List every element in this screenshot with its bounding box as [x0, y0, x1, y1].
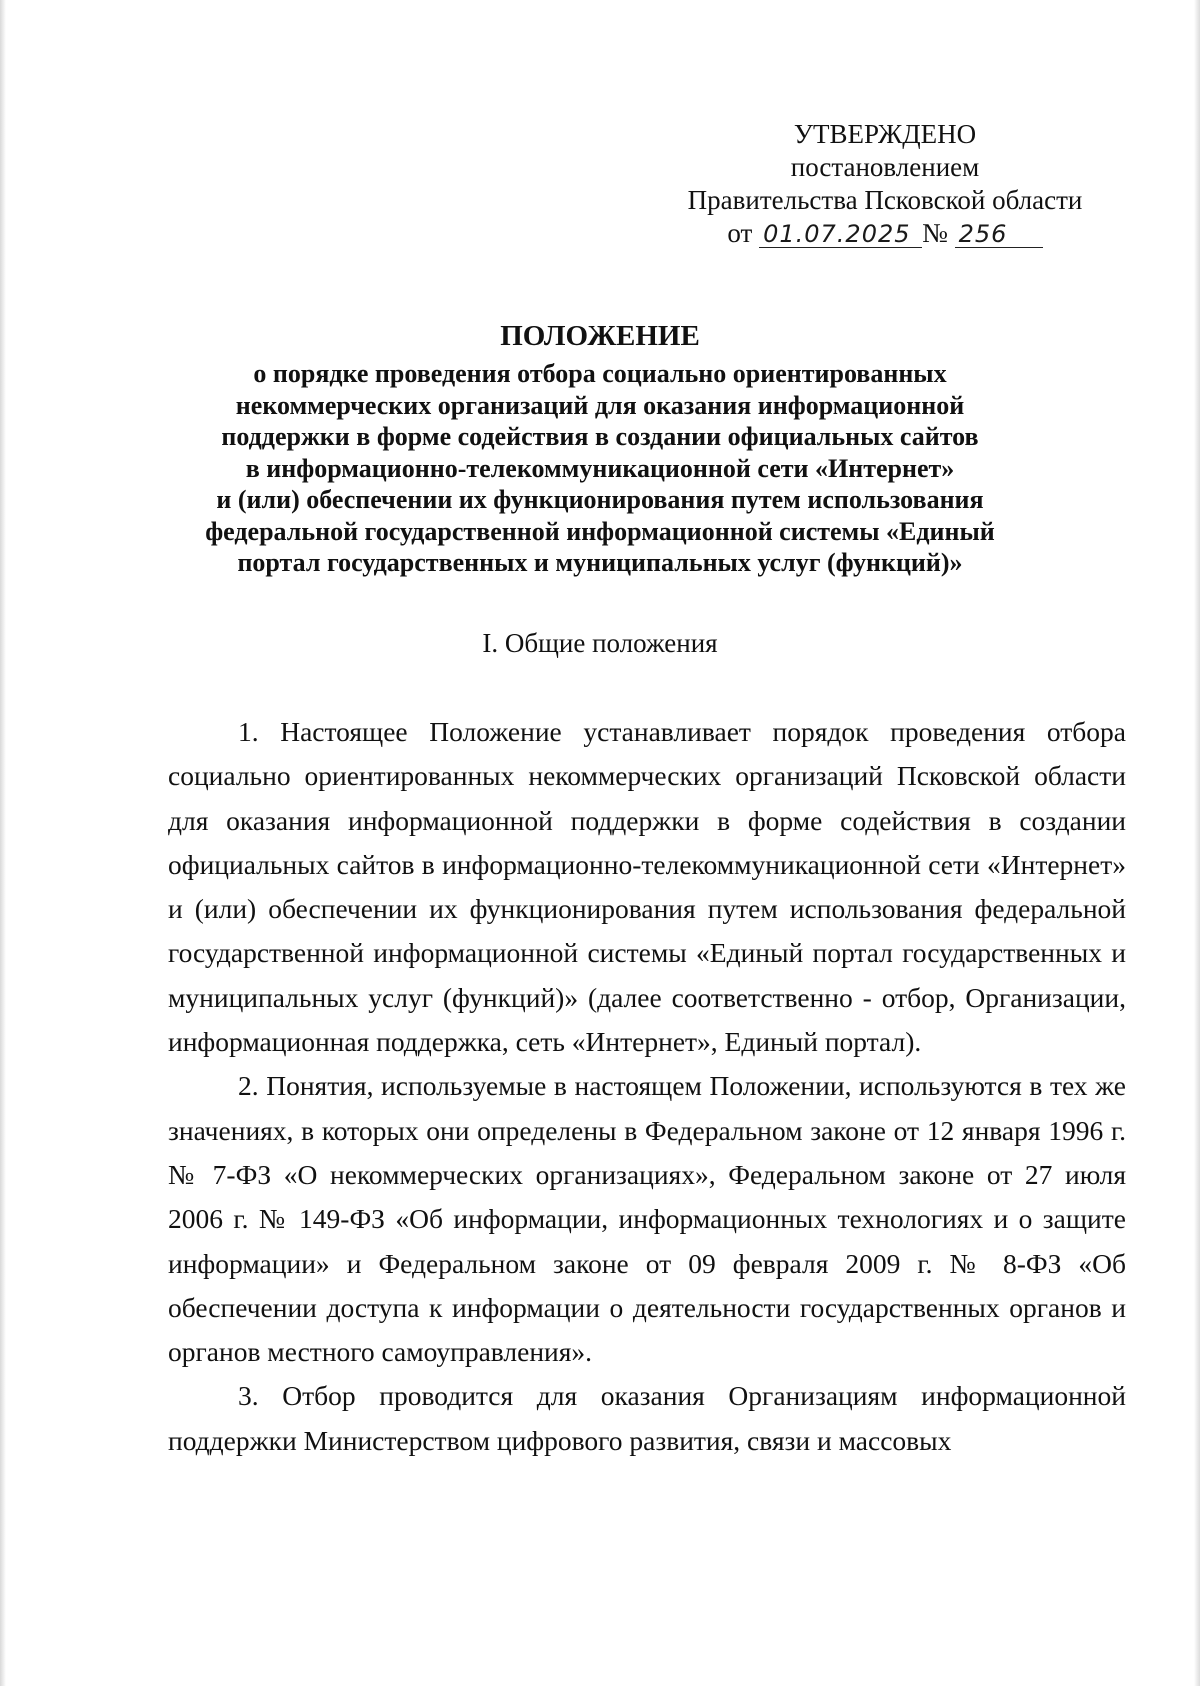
handwritten-date: 01.07.2025 — [759, 221, 922, 248]
government-label: Правительства Псковской области — [687, 185, 1083, 215]
paragraph-2: 2. Понятия, используемые в настоящем Положении, используются в тех же значениях, в которых они определены в Федеральном законе от 12 января 1996 г. № 7-ФЗ «О некоммерческих организациях», Федеральном законе от 27 июля 2006 г. № 149-ФЗ «Об информации, информационных технологиях и о защите информации» и Федеральном законе от 09 февраля 2009 г. № 8-ФЗ «Об обеспечении доступа к информации о деятельности государственных органов и органов местного самоуправления». — [168, 1070, 1126, 1368]
section-heading: I. Общие положения — [482, 628, 718, 658]
document-title: ПОЛОЖЕНИЕ — [500, 320, 700, 352]
date-prefix: от — [727, 218, 753, 248]
date-number-line — [660, 217, 1110, 250]
approval-block — [660, 118, 1110, 250]
subtitle-line: федеральной государственной информационной системы «Единый — [205, 516, 995, 546]
subtitle-line: и (или) обеспечении их функционирования путем использования — [216, 485, 984, 514]
number-sign: № — [922, 218, 948, 248]
approved-label: УТВЕРЖДЕНО — [793, 119, 977, 149]
subtitle-line: портал государственных и муниципальных услуг (функций)» — [237, 548, 963, 577]
document-body — [168, 710, 1126, 1463]
subtitle-line: о порядке проведения отбора социально ориентированных — [253, 359, 947, 388]
scan-edge-right — [1194, 0, 1200, 1686]
handwritten-number: 256 — [955, 221, 1043, 248]
document-title-block — [150, 318, 1050, 579]
decree-label: постановлением — [790, 152, 980, 182]
paragraph-3: 3. Отбор проводится для оказания Организациям информационной поддержки Министерством цифрового развития, связи и массовых — [168, 1380, 1126, 1456]
subtitle-line: в информационно-телекоммуникационной сети «Интернет» — [245, 453, 955, 483]
subtitle-line: некоммерческих организаций для оказания информационной — [235, 390, 965, 420]
scan-edge-left — [0, 0, 6, 1686]
document-subtitle — [150, 358, 1050, 579]
paragraph-1: 1. Настоящее Положение устанавливает порядок проведения отбора социально ориентированных некоммерческих организаций Псковской области для оказания информационной поддержки в форме содействия в создании официальных сайтов в информационно-телекоммуникационной сети «Интернет» и (или) обеспечении их функционирования путем использования федеральной государственной информационной системы «Единый портал государственных и муниципальных услуг (функций)» (далее соответственно - отбор, Организации, информационная поддержка, сеть «Интернет», Единый портал). — [168, 716, 1126, 1058]
subtitle-line: поддержки в форме содействия в создании официальных сайтов — [221, 422, 979, 451]
